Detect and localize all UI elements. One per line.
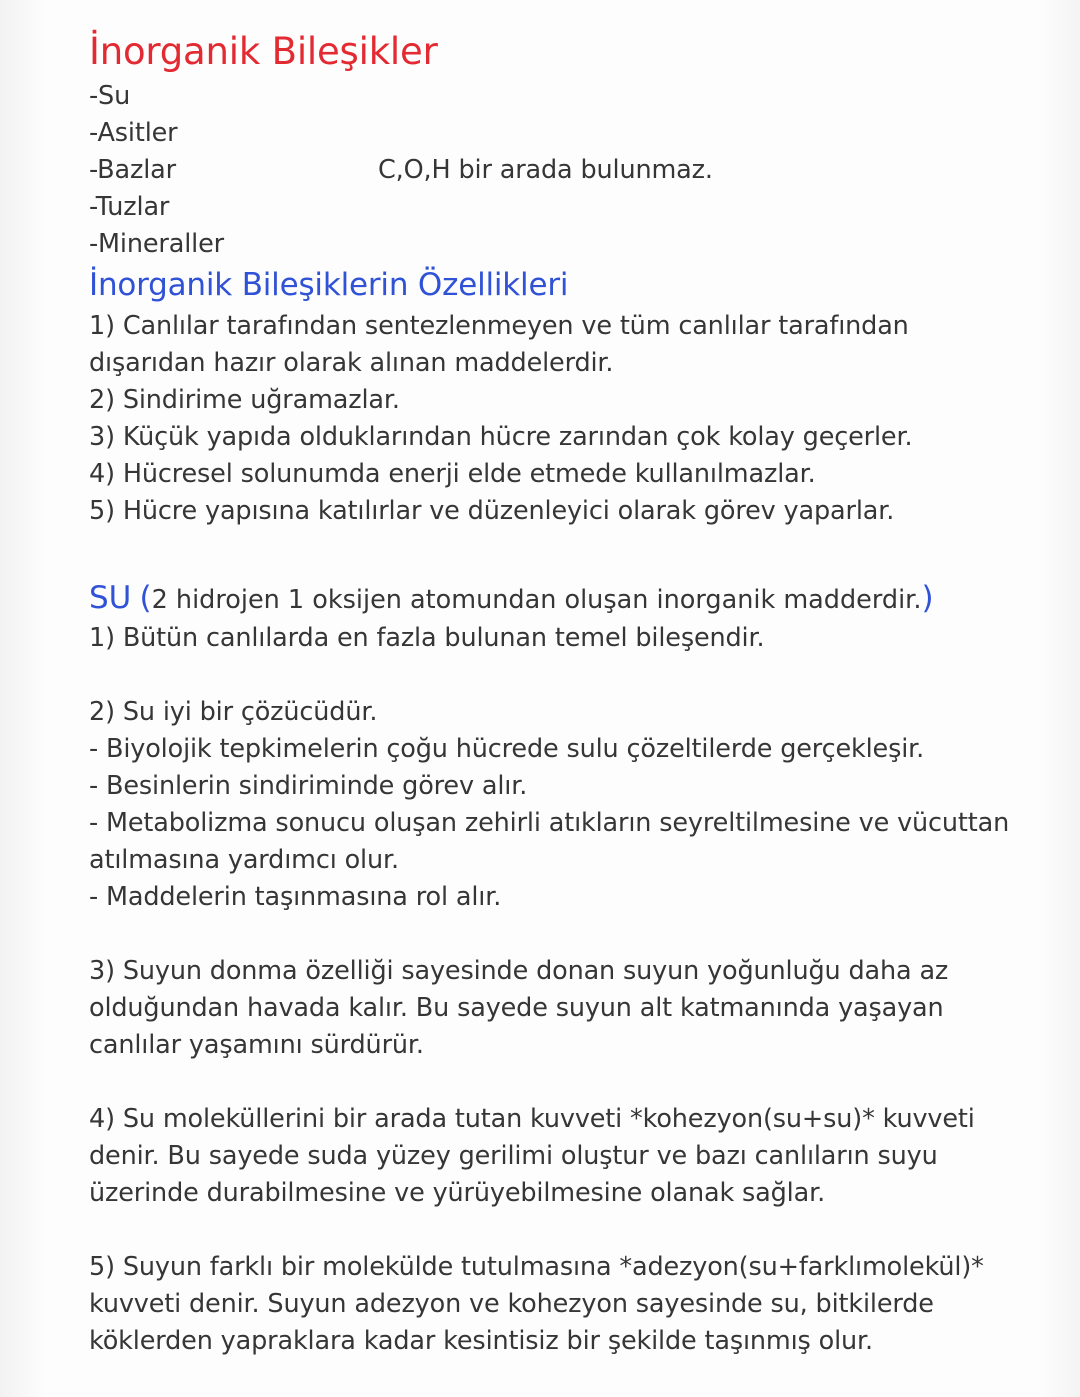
page-edge-left (0, 0, 46, 1397)
property-line: 5) Hücre yapısına katılırlar ve düzenleyici olarak görev yaparlar. (89, 496, 895, 526)
water-point-5-line: 5) Suyun farklı bir molekülde tutulmasına *adezyon(su+farklımolekül)* (89, 1252, 984, 1282)
water-point-4-line: denir. Bu sayede suda yüzey gerilimi oluştur ve bazı canlıların suyu (89, 1141, 938, 1171)
compound-item-su: -Su (89, 81, 131, 111)
cho-note: C,O,H bir arada bulunmaz. (378, 155, 713, 185)
page-edge-right (1040, 0, 1080, 1397)
water-point-3-line: olduğundan havada kalır. Bu sayede suyun alt katmanında yaşayan (89, 993, 944, 1023)
paren-open: ( (139, 580, 152, 616)
water-point-4-line: üzerinde durabilmesine ve yürüyebilmesine olanak sağlar. (89, 1178, 826, 1208)
properties-heading: İnorganik Bileşiklerin Özellikleri (89, 267, 569, 303)
water-point-3-line: 3) Suyun donma özelliği sayesinde donan suyun yoğunluğu daha az (89, 956, 949, 986)
water-point-2-line: atılmasına yardımcı olur. (89, 845, 399, 875)
water-point-2-line: - Besinlerin sindiriminde görev alır. (89, 771, 528, 801)
water-heading (89, 578, 934, 620)
water-point-4-line: 4) Su moleküllerini bir arada tutan kuvveti *kohezyon(su+su)* kuvveti (89, 1104, 975, 1134)
compound-item-asitler: -Asitler (89, 118, 178, 148)
property-line: 2) Sindirime uğramazlar. (89, 385, 400, 415)
water-point-2-line: - Maddelerin taşınmasına rol alır. (89, 882, 502, 912)
compound-item-tuzlar: -Tuzlar (89, 192, 170, 222)
paren-close: ) (921, 580, 934, 616)
water-point-5-line: kuvveti denir. Suyun adezyon ve kohezyon sayesinde su, bitkilerde (89, 1289, 934, 1319)
inorganic-compounds-title: İnorganik Bileşikler (89, 30, 438, 73)
property-line: 1) Canlılar tarafından sentezlenmeyen ve tüm canlılar tarafından (89, 311, 909, 341)
property-line: 3) Küçük yapıda olduklarından hücre zarından çok kolay geçerler. (89, 422, 913, 452)
water-point-2-line: - Metabolizma sonucu oluşan zehirli atıkların seyreltilmesine ve vücuttan (89, 808, 1010, 838)
property-line: 4) Hücresel solunumda enerji elde etmede kullanılmazlar. (89, 459, 816, 489)
water-heading-word: SU (89, 580, 132, 616)
water-point-2-title: 2) Su iyi bir çözücüdür. (89, 697, 378, 727)
water-point-1: 1) Bütün canlılarda en fazla bulunan temel bileşendir. (89, 623, 765, 653)
water-point-5-line: köklerden yapraklara kadar kesintisiz bir şekilde taşınmış olur. (89, 1326, 873, 1356)
water-point-3-line: canlılar yaşamını sürdürür. (89, 1030, 424, 1060)
property-line: dışarıdan hazır olarak alınan maddelerdir. (89, 348, 614, 378)
compound-item-mineraller: -Mineraller (89, 229, 224, 259)
water-heading-description: 2 hidrojen 1 oksijen atomundan oluşan inorganik madderdir. (151, 585, 922, 615)
water-point-2-line: - Biyolojik tepkimelerin çoğu hücrede sulu çözeltilerde gerçekleşir. (89, 734, 925, 764)
compound-item-bazlar: -Bazlar (89, 155, 176, 185)
